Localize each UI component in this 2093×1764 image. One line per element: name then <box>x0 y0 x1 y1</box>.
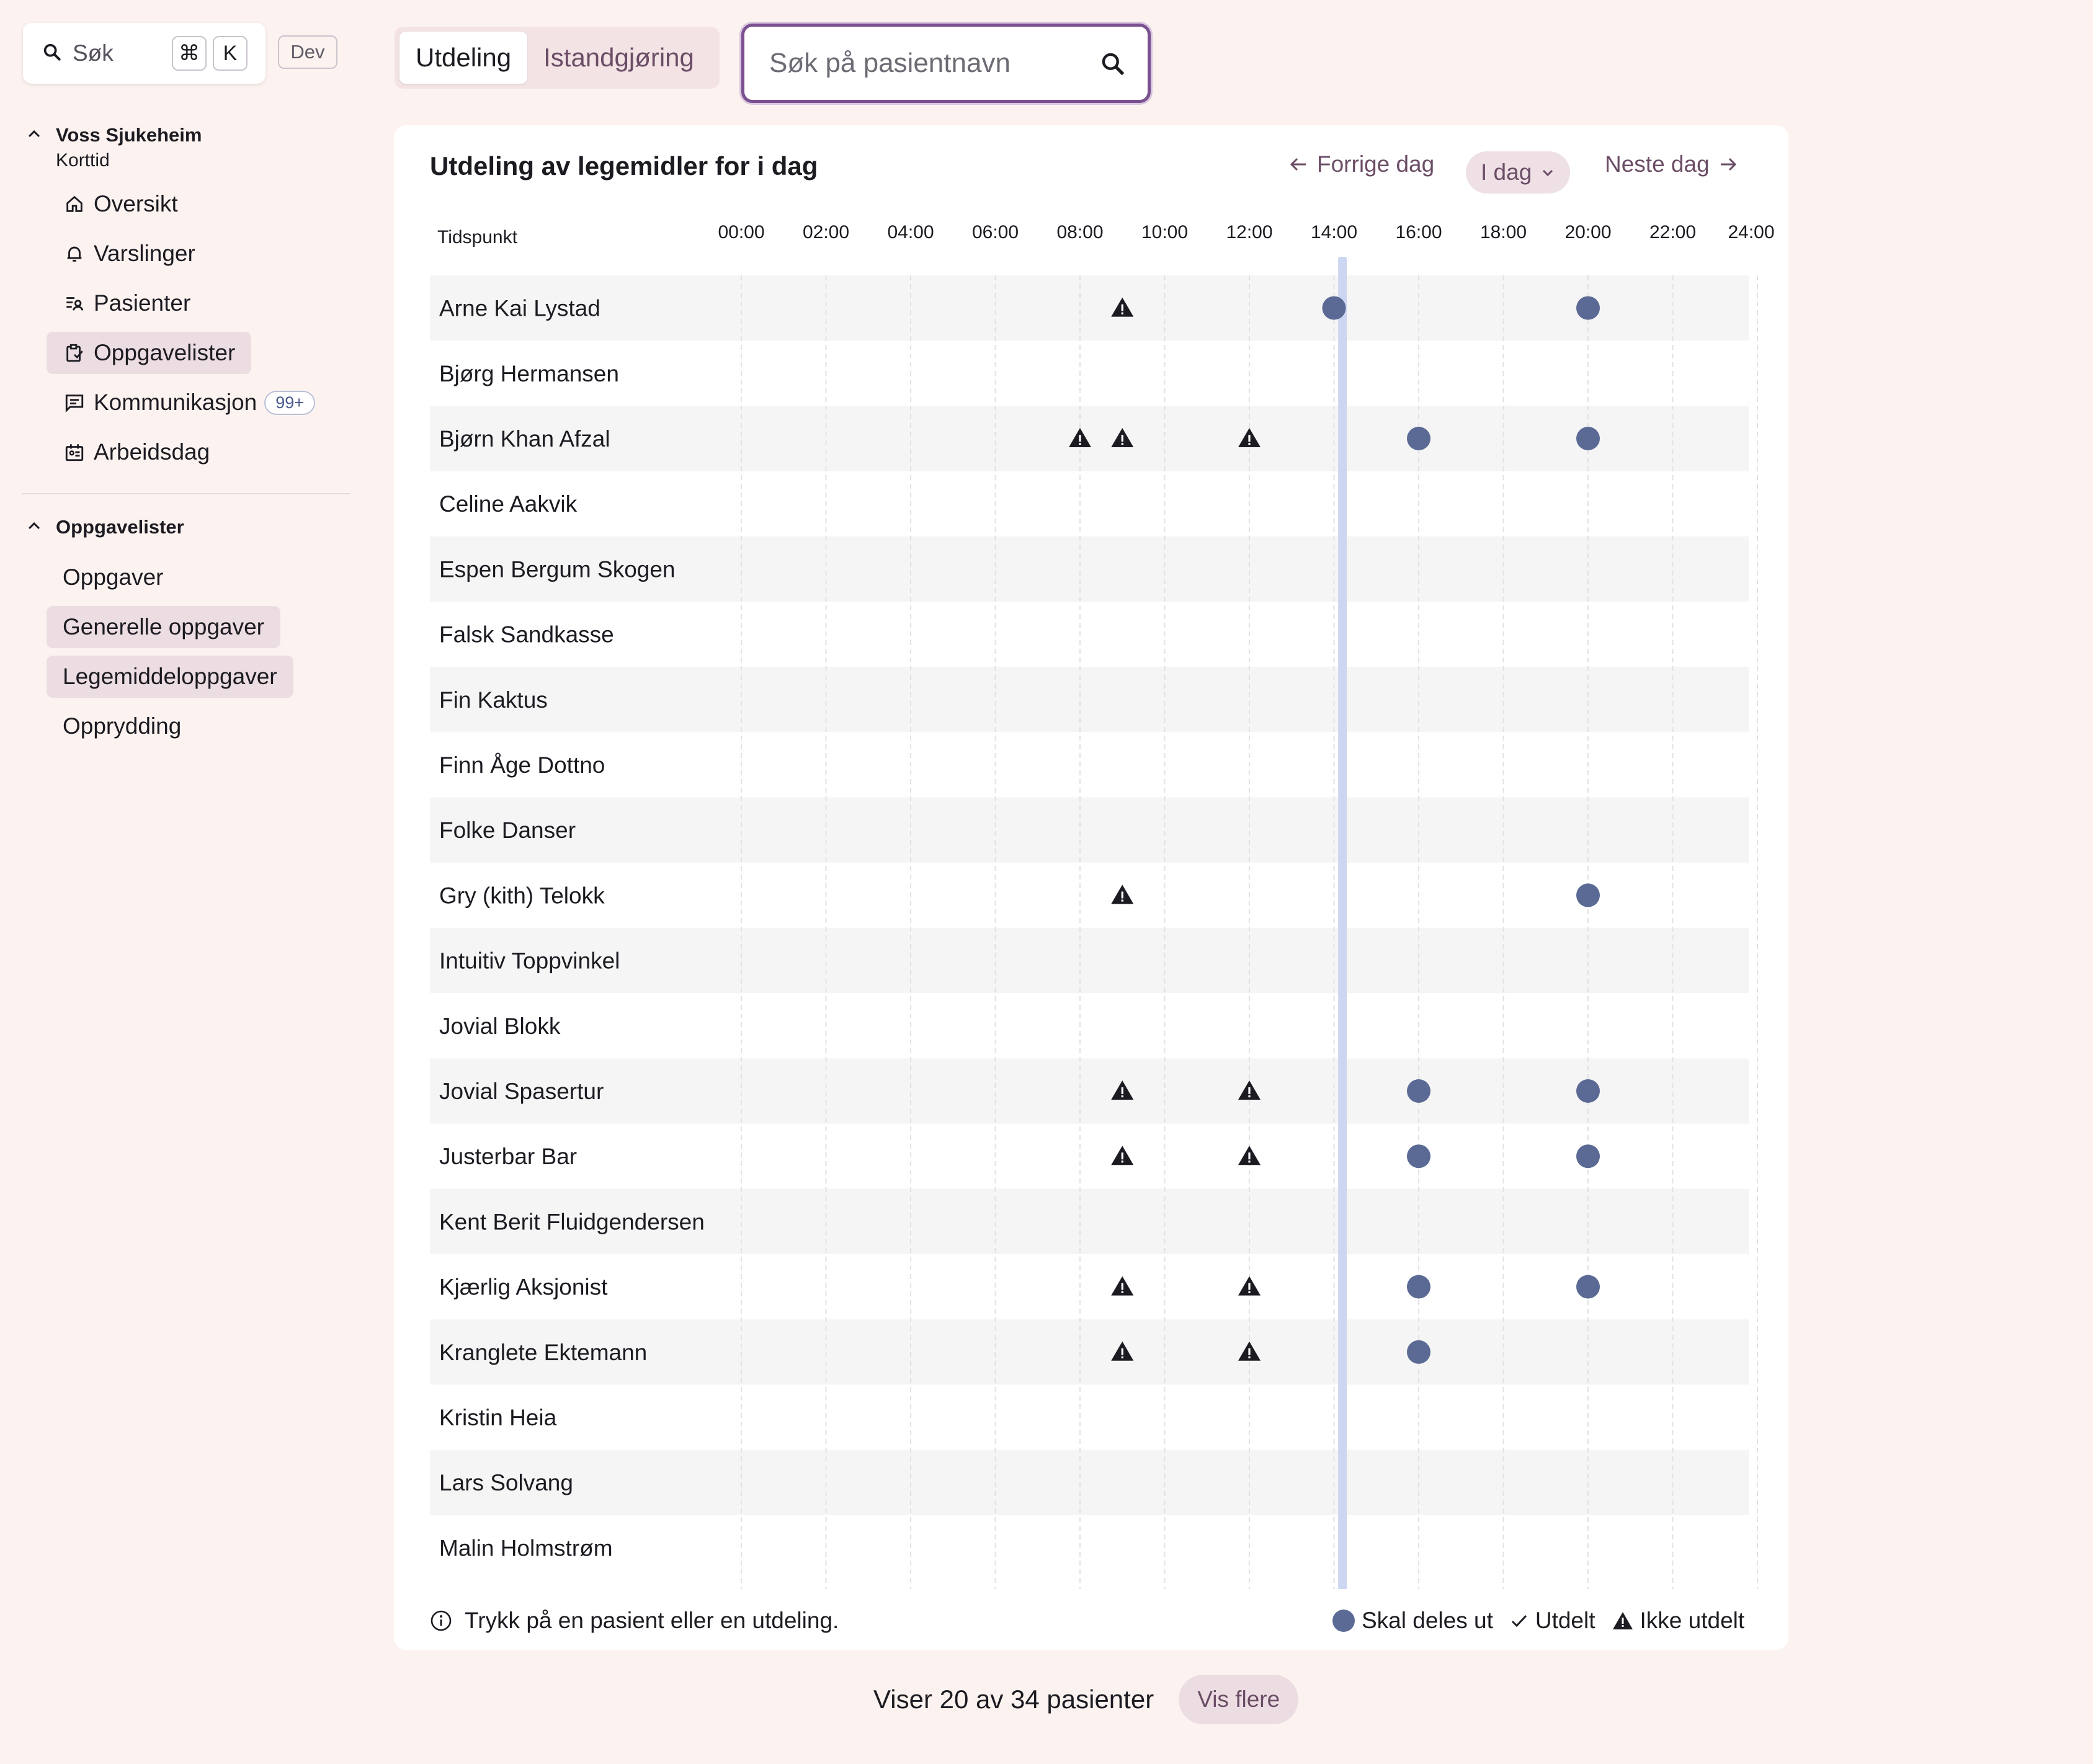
pagination-footer <box>873 1675 1298 1724</box>
time-tick-label: 14:00 <box>1310 222 1358 243</box>
task-list-item[interactable]: Oppgaver <box>63 564 164 590</box>
not-given-marker-glyph <box>1122 1356 1123 1358</box>
sidebar-item-arbeidsdag[interactable] <box>47 431 226 473</box>
not-given-marker-glyph <box>1122 443 1123 445</box>
not-given-marker-glyph <box>1122 313 1123 314</box>
not-given-marker-glyph <box>1122 305 1123 311</box>
bell-icon <box>64 243 85 264</box>
patient-name[interactable]: Fin Kaktus <box>439 687 548 713</box>
legend-given-label: Utdelt <box>1535 1608 1595 1633</box>
time-tick-label: 12:00 <box>1226 222 1273 243</box>
sidebar-item-kommunikasjon[interactable] <box>47 381 331 424</box>
search-icon[interactable] <box>1099 50 1127 81</box>
sidebar-item-label: Oversikt <box>94 191 178 216</box>
scheduled-dose-marker[interactable] <box>1576 1079 1600 1103</box>
patient-name[interactable]: Espen Bergum Skogen <box>439 556 676 582</box>
scheduled-dose-marker[interactable] <box>1407 1275 1430 1299</box>
time-tick-label: 04:00 <box>887 222 934 243</box>
not-given-marker-glyph <box>1079 443 1081 445</box>
time-tick-label: 08:00 <box>1056 222 1104 243</box>
not-given-marker-glyph <box>1122 1160 1123 1162</box>
sidebar-item-label: Pasienter <box>94 290 191 316</box>
patients-icon <box>64 293 85 314</box>
scheduled-dose-marker[interactable] <box>1407 1079 1430 1103</box>
patient-name[interactable]: Bjørg Hermansen <box>439 360 619 386</box>
sidebar-item-oversikt[interactable] <box>47 183 194 225</box>
patient-name[interactable]: Kent Berit Fluidgendersen <box>439 1209 705 1235</box>
time-tick-label: 22:00 <box>1649 222 1697 243</box>
patient-search-box <box>741 24 1151 103</box>
not-given-marker-glyph <box>1122 1291 1123 1293</box>
info-icon <box>430 1610 452 1632</box>
not-given-marker-glyph <box>1122 1087 1123 1094</box>
today-label: I dag <box>1481 159 1532 185</box>
org-unit: Korttid <box>56 150 110 171</box>
not-given-marker-glyph <box>1248 1087 1250 1094</box>
not-given-marker-glyph <box>1248 1283 1250 1290</box>
patient-name[interactable]: Kristin Heia <box>439 1405 557 1430</box>
not-given-marker-glyph <box>1122 891 1123 898</box>
time-tick-label: 10:00 <box>1141 222 1189 243</box>
scheduled-dose-marker[interactable] <box>1407 1144 1430 1168</box>
not-given-marker-glyph <box>1122 1283 1123 1290</box>
tasks-section-header[interactable] <box>25 516 184 538</box>
not-given-marker-glyph <box>1248 1152 1250 1159</box>
row-background <box>430 798 1749 863</box>
scheduled-dose-marker[interactable] <box>1323 296 1346 320</box>
not-given-marker-glyph <box>1122 1095 1123 1097</box>
global-search-button[interactable] <box>23 23 266 84</box>
not-given-marker-glyph <box>1248 1348 1250 1355</box>
time-tick-label: 16:00 <box>1395 222 1442 243</box>
time-tick-label: 00:00 <box>718 222 765 243</box>
sidebar-item-label: Arbeidsdag <box>94 439 210 465</box>
patient-name[interactable]: Jovial Spasertur <box>439 1079 604 1104</box>
row-background <box>430 1058 1749 1123</box>
show-more-button[interactable]: Vis flere <box>1179 1675 1298 1724</box>
environment-badge: Dev <box>278 35 337 69</box>
shortcut-cmd-key: ⌘ <box>172 36 207 71</box>
current-time-line <box>1338 257 1347 1589</box>
row-background <box>430 667 1749 732</box>
scheduled-dose-marker[interactable] <box>1576 883 1600 907</box>
prev-day-label: Forrige dag <box>1317 151 1435 177</box>
shortcut-k-key: K <box>213 36 248 71</box>
time-tick-label: 20:00 <box>1564 222 1612 243</box>
scheduled-dose-marker[interactable] <box>1576 296 1600 320</box>
chevron-up-icon <box>25 520 43 535</box>
patient-name[interactable]: Lars Solvang <box>439 1470 573 1496</box>
row-background <box>430 1450 1749 1515</box>
tab-istandgjoring[interactable]: Istandgjøring <box>543 43 694 72</box>
legend-scheduled-marker <box>1332 1609 1355 1633</box>
not-given-marker-glyph <box>1248 1291 1250 1293</box>
showing-count: Viser 20 av 34 pasienter <box>873 1685 1154 1714</box>
sidebar-item-label: Varslinger <box>94 241 195 266</box>
patient-name[interactable]: Kjærlig Aksjonist <box>439 1274 608 1300</box>
sidebar-item-label: Kommunikasjon <box>94 390 257 415</box>
not-given-marker-glyph <box>1248 443 1250 445</box>
timeline-column-header: Tidspunkt <box>437 227 517 247</box>
hint-text: Trykk på en pasient eller en utdeling. <box>465 1608 839 1633</box>
scheduled-dose-marker[interactable] <box>1407 427 1430 450</box>
legend-not-given-label: Ikke utdelt <box>1640 1608 1745 1633</box>
global-search-label: Søk <box>73 40 114 66</box>
message-icon <box>64 392 85 413</box>
not-given-marker-glyph <box>1079 435 1081 442</box>
task-list-item[interactable]: Legemiddeloppgaver <box>47 656 293 698</box>
time-tick-label: 06:00 <box>971 222 1019 243</box>
patient-name[interactable]: Malin Holmstrøm <box>439 1535 613 1561</box>
patient-name[interactable]: Finn Åge Dottno <box>439 752 605 778</box>
next-day-label: Neste dag <box>1605 151 1710 177</box>
tab-utdeling[interactable]: Utdeling <box>399 32 527 84</box>
scheduled-dose-marker[interactable] <box>1576 1144 1600 1168</box>
legend-scheduled-label: Skal deles ut <box>1362 1608 1493 1633</box>
view-tabs <box>395 27 720 89</box>
not-given-marker-glyph <box>1248 1356 1250 1358</box>
not-given-marker-glyph <box>1122 1152 1123 1159</box>
patient-name[interactable]: Falsk Sandkasse <box>439 621 614 648</box>
sidebar <box>0 0 354 1764</box>
unread-count-badge: 99+ <box>264 391 315 415</box>
row-background <box>430 928 1749 993</box>
not-given-marker-glyph <box>1248 1160 1250 1162</box>
patient-name[interactable]: Justerbar Bar <box>439 1144 578 1170</box>
hint <box>430 1608 839 1634</box>
patient-name[interactable]: Bjørn Khan Afzal <box>439 426 610 452</box>
row-background <box>430 275 1749 341</box>
calendar-person-icon <box>64 442 85 463</box>
patient-name[interactable]: Intuitiv Toppvinkel <box>439 948 620 974</box>
home-icon <box>64 194 85 215</box>
tasks-section-title: Oppgavelister <box>56 516 184 538</box>
not-given-marker-glyph <box>1248 1095 1250 1097</box>
medication-timeline <box>394 125 1788 1589</box>
card-title: Utdeling av legemidler for i dag <box>430 151 818 180</box>
check-icon <box>1509 1611 1529 1631</box>
not-given-marker-glyph <box>1122 1348 1123 1355</box>
task-list-item[interactable]: Opprydding <box>63 713 182 739</box>
not-given-marker-glyph <box>1122 435 1123 442</box>
sidebar-item-label: Oppgavelister <box>94 340 236 365</box>
chevron-up-icon <box>25 128 43 143</box>
time-tick-label: 02:00 <box>802 222 850 243</box>
not-given-marker-glyph <box>1248 435 1250 442</box>
clipboard-icon <box>64 342 85 363</box>
sidebar-item-varslinger[interactable] <box>47 233 212 275</box>
org-name: Voss Sjukeheim <box>56 124 202 146</box>
sidebar-item-oppgavelister[interactable] <box>47 332 251 374</box>
search-icon <box>42 42 63 66</box>
patient-name[interactable]: Folke Danser <box>439 817 576 844</box>
patient-search-input[interactable] <box>769 48 1079 79</box>
time-tick-label: 24:00 <box>1728 222 1775 243</box>
not-given-marker-glyph <box>1122 899 1123 901</box>
patient-name[interactable]: Jovial Blokk <box>439 1013 561 1039</box>
distribution-card <box>394 125 1788 1650</box>
scheduled-dose-marker[interactable] <box>1576 427 1600 450</box>
patient-name[interactable]: Kranglete Ektemann <box>439 1339 648 1365</box>
patient-name[interactable]: Arne Kai Lystad <box>439 295 600 321</box>
warning-icon <box>1612 1611 1634 1631</box>
legend <box>1332 1608 1744 1634</box>
scheduled-dose-marker[interactable] <box>1407 1340 1430 1364</box>
patient-name[interactable]: Gry (kith) Telokk <box>439 883 605 909</box>
patient-name[interactable]: Celine Aakvik <box>439 491 578 517</box>
task-list-item[interactable]: Generelle oppgaver <box>47 606 280 648</box>
time-tick-label: 18:00 <box>1479 222 1527 243</box>
sidebar-item-pasienter[interactable] <box>47 282 207 324</box>
row-background <box>430 406 1749 471</box>
sidebar-divider <box>22 493 350 494</box>
org-section-header[interactable] <box>25 124 202 171</box>
scheduled-dose-marker[interactable] <box>1576 1275 1600 1299</box>
